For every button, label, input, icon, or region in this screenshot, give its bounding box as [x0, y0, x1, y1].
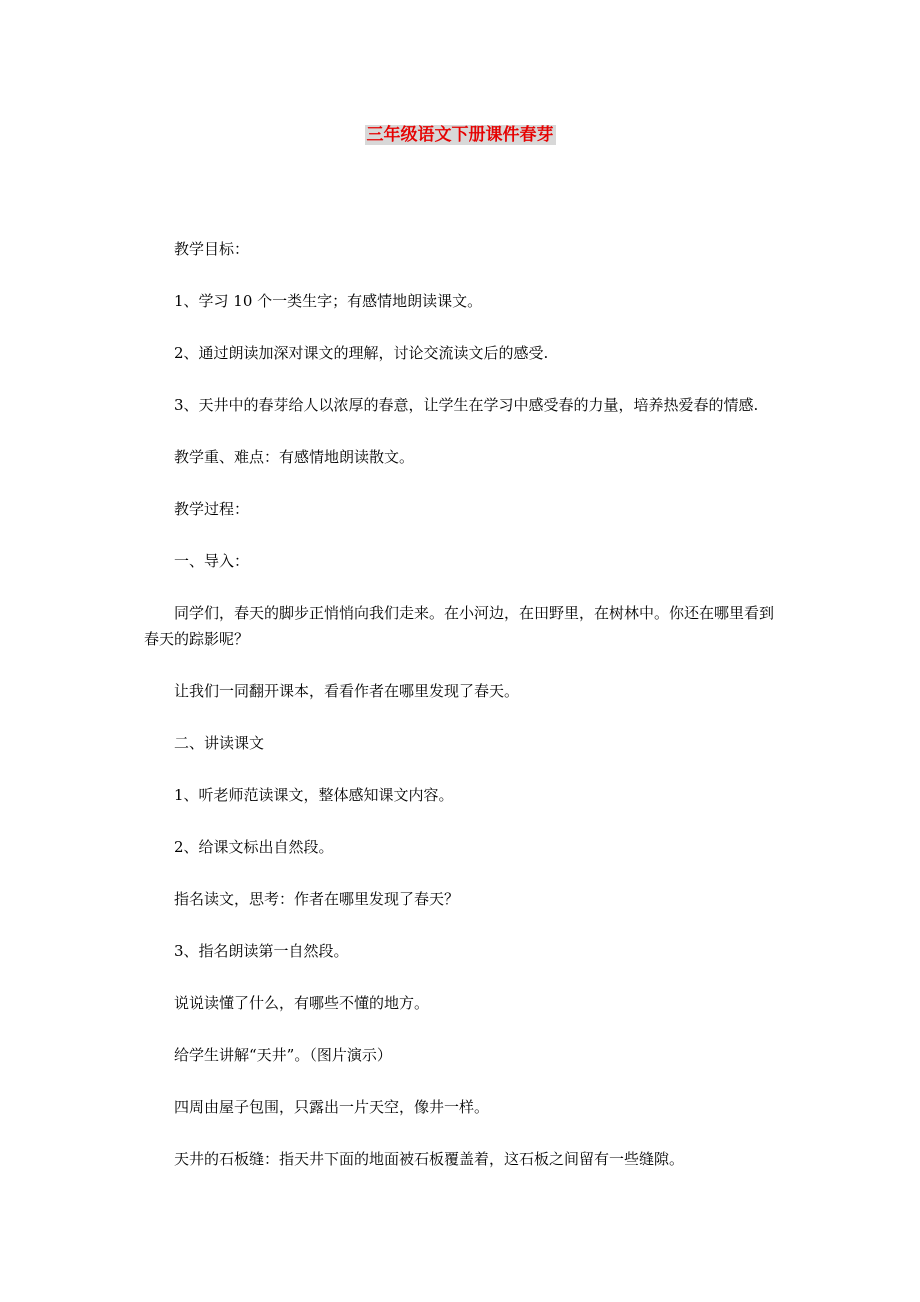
paragraph: 给学生讲解“天井”。（图片演示）: [174, 1046, 392, 1064]
paragraph: 2、通过朗读加深对课文的理解，讨论交流读文后的感受.: [174, 344, 549, 362]
paragraph: 二、讲读课文: [174, 734, 265, 752]
paragraph: 说说读懂了什么，有哪些不懂的地方。: [174, 994, 430, 1012]
paragraph: 3、天井中的春芽给人以浓厚的春意，让学生在学习中感受春的力量，培养热爱春的情感.: [174, 396, 759, 414]
document-body: [144, 236, 784, 1198]
document-title-text: 三年级语文下册课件春芽: [366, 125, 554, 145]
paragraph: 教学目标：: [174, 240, 250, 258]
paragraph: 1、听老师范读课文，整体感知课文内容。: [174, 786, 454, 804]
paragraph: 教学重、难点：有感情地朗读散文。: [174, 448, 415, 466]
paragraph: 教学过程：: [174, 500, 250, 518]
paragraph: 天井的石板缝：指天井下面的地面被石板覆盖着，这石板之间留有一些缝隙。: [174, 1150, 685, 1168]
document-title: [0, 123, 920, 147]
paragraph: 四周由屋子包围，只露出一片天空，像井一样。: [174, 1098, 490, 1116]
paragraph: 同学们，春天的脚步正悄悄向我们走来。在小河边，在田野里，在树林中。你还在哪里看到春天的踪影呢？: [144, 604, 775, 648]
paragraph: 一、导入：: [174, 552, 250, 570]
paragraph: 2、给课文标出自然段。: [174, 838, 334, 856]
paragraph: 3、指名朗读第一自然段。: [174, 942, 349, 960]
paragraph: 指名读文，思考：作者在哪里发现了春天？: [174, 890, 460, 908]
paragraph: 让我们一同翻开课本，看看作者在哪里发现了春天。: [174, 682, 520, 700]
paragraph: 1、学习 10 个一类生字；有感情地朗读课文。: [174, 292, 483, 310]
